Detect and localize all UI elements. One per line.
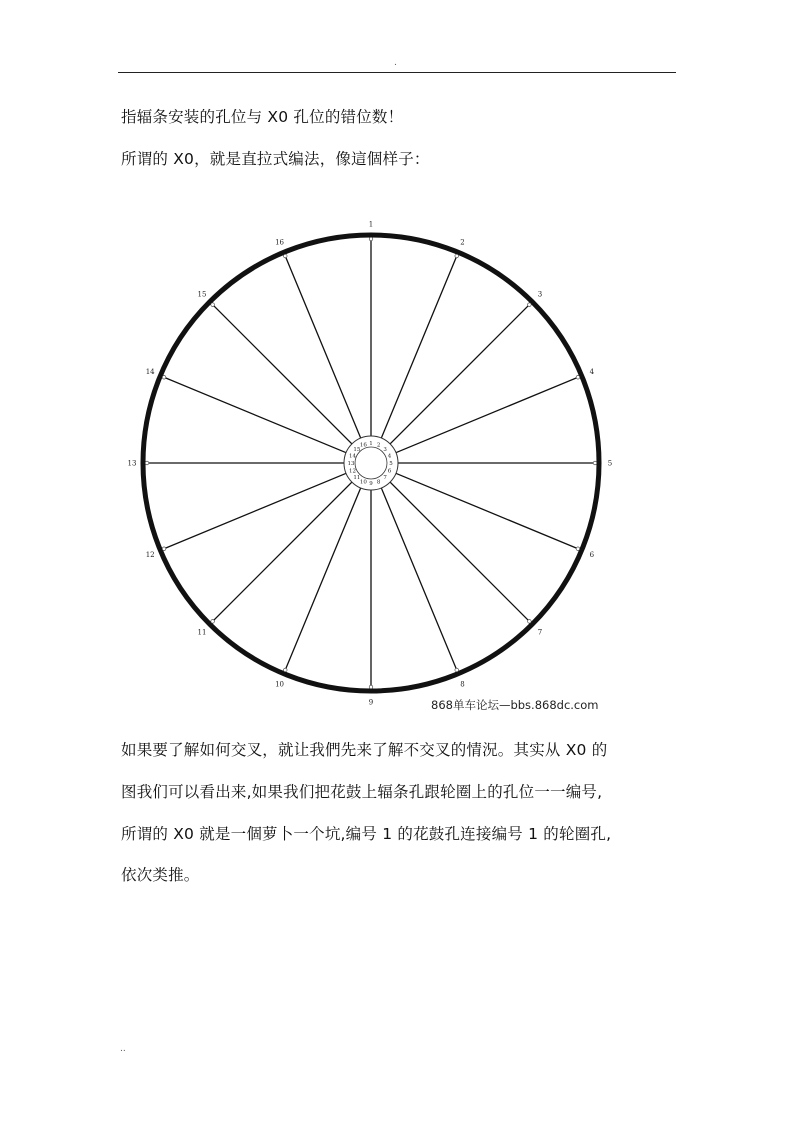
footer-mark: .. [120, 1044, 126, 1054]
rim-hole [283, 668, 287, 672]
rim-hole-label: 15 [197, 290, 207, 299]
watermark-text: 868单车论坛—bbs.868dc.com [431, 698, 599, 712]
rim-hole-label: 10 [275, 680, 284, 689]
spoke [379, 254, 457, 442]
rim-hole-label: 13 [127, 459, 137, 468]
rim-hole-label: 1 [368, 220, 374, 229]
rim-hole [369, 237, 373, 241]
body-line-3: 所谓的 X0 就是一個萝卜一个坑,编号 1 的花鼓孔连接编号 1 的轮圈孔, [121, 825, 612, 843]
spoke [391, 471, 579, 549]
spoke [162, 471, 350, 549]
hub-hole-label: 7 [383, 475, 387, 482]
spoke [379, 483, 457, 671]
body-line-4: 依次类推。 [121, 866, 200, 884]
rim-hole-label: 2 [460, 238, 465, 247]
rim-hole [455, 668, 459, 672]
body-line-2: 图我们可以看出来,如果我们把花鼓上辐条孔跟轮圈上的孔位一一编号, [121, 783, 603, 801]
hub-hole-label: 2 [376, 442, 381, 449]
hub-hole-label: 11 [353, 475, 361, 482]
rim-hole [593, 461, 597, 465]
rim-hole [528, 620, 532, 624]
hub-hole-label: 1 [369, 441, 373, 447]
rim-hole [528, 303, 532, 307]
body-line-1: 如果要了解如何交叉，就让我們先来了解不交叉的情況。其实从 X0 的 [121, 741, 608, 759]
rim-hole [145, 461, 149, 465]
rim-hole [162, 547, 166, 551]
intro-line-2: 所谓的 X0，就是直拉式编法，像這個样子： [121, 150, 430, 168]
hub-hole-label: 12 [349, 468, 357, 475]
rim-hole [162, 375, 166, 379]
rim-hole-label: 11 [197, 628, 207, 637]
rim-hole-label: 8 [460, 680, 465, 689]
spoke [387, 479, 531, 623]
hub-hole-label: 4 [387, 453, 392, 460]
spoke [211, 303, 355, 447]
hub-hole-label: 13 [347, 461, 355, 467]
rim-hole-label: 5 [607, 459, 613, 468]
hub-hole-label: 3 [383, 446, 387, 453]
rim-hole-label: 7 [537, 628, 543, 637]
rim-hole [211, 620, 215, 624]
hub-hole-label: 16 [359, 442, 367, 449]
rim-hole-label: 9 [368, 698, 374, 707]
rim-hole-label: 14 [145, 368, 155, 377]
rim-hole [369, 685, 373, 689]
hub-hole-label: 9 [369, 481, 373, 487]
spoke [162, 377, 350, 455]
spoke [387, 303, 531, 447]
rim-hole-label: 6 [589, 550, 595, 559]
intro-line-1: 指辐条安装的孔位与 X0 孔位的错位数！ [121, 108, 404, 126]
hub-hole-label: 6 [387, 468, 392, 475]
rim-hole [455, 254, 459, 258]
rim-hole-label: 12 [145, 550, 155, 559]
hub-hole-label: 10 [359, 479, 367, 486]
hub-hole-label: 8 [376, 479, 381, 486]
spoke [391, 377, 579, 455]
hub-hole-label: 5 [389, 461, 393, 467]
rim-hole-label: 3 [537, 290, 543, 299]
rim-hole-label: 16 [275, 238, 284, 247]
spoke [285, 254, 363, 442]
header-mark: . [394, 58, 397, 68]
hub-hole-label: 15 [353, 446, 361, 453]
rim-hole [211, 303, 215, 307]
rim-hole [283, 254, 287, 258]
hub-hole-label: 14 [349, 453, 357, 460]
spoke [211, 479, 355, 623]
rim-hole-label: 4 [589, 368, 595, 377]
rim-hole [576, 375, 580, 379]
rim-hole [576, 547, 580, 551]
spoke [285, 483, 363, 671]
